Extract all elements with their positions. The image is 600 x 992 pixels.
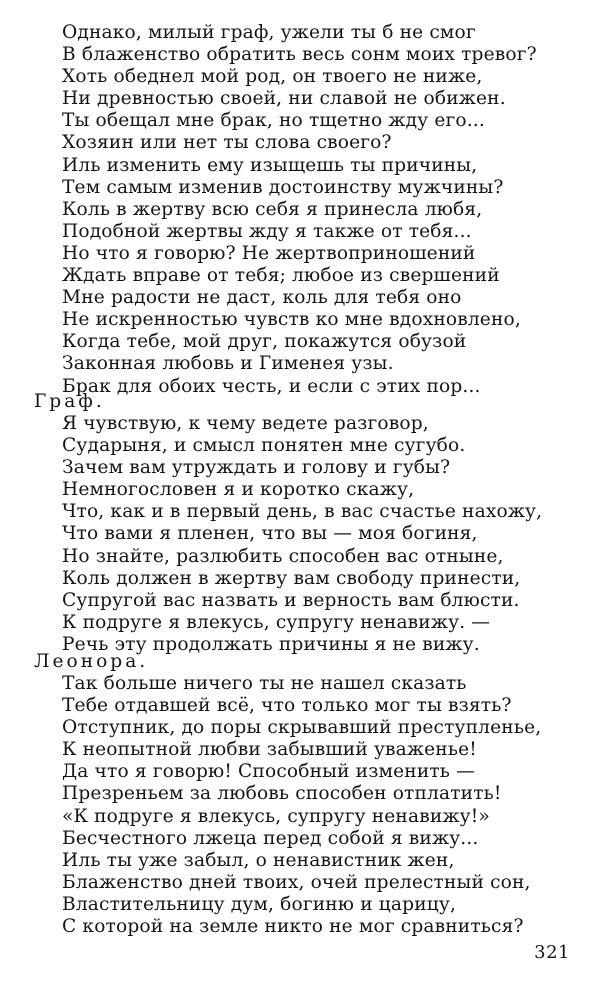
- verse-line: Законная любовь и Гименея узы.: [62, 353, 394, 375]
- verse-line: Ни древностью своей, ни славой не обижен.: [62, 88, 506, 110]
- verse-line: Не искренностью чувств ко мне вдохновлено,: [62, 309, 521, 331]
- verse-line: Немногословен я и коротко скажу,: [62, 479, 415, 501]
- verse-line: Хозяин или нет ты слова своего?: [62, 132, 392, 154]
- verse-line: Отступник, до поры скрывавший преступленье,: [62, 717, 542, 739]
- verse-line: Хоть обеднел мой род, он твоего не ниже,: [62, 66, 483, 88]
- verse-line: Блаженство дней твоих, очей прелестный сон,: [62, 871, 531, 893]
- verse-line: «К подруге я влекусь, супругу ненавижу!»: [62, 805, 490, 827]
- verse-line: Ты обещал мне брак, но тщетно жду его...: [62, 110, 485, 132]
- verse-line: Властительницу дум, богиню и царицу,: [62, 893, 457, 915]
- verse-line: Сударыня, и смысл понятен мне сугубо.: [62, 435, 466, 457]
- verse-line: Супругой вас назвать и верность вам блюсти.: [62, 589, 520, 611]
- verse-line: Да что я говорю! Способный изменить —: [62, 761, 475, 783]
- verse-line: Мне радости не даст, коль для тебя оно: [62, 287, 462, 309]
- verse-line: Но знайте, разлюбить способен вас отныне,: [62, 545, 504, 567]
- verse-line: Презреньем за любовь способен отплатить!: [62, 783, 502, 805]
- verse-line: Однако, милый граф, ужели ты б не смог: [62, 22, 476, 43]
- stanza-count-reply: [62, 413, 582, 656]
- verse-line: К подруге я влекусь, супругу ненавижу. —: [62, 611, 491, 633]
- speaker-name-count: Граф.: [34, 391, 105, 412]
- speaker-name-leonora: Леонора.: [34, 651, 149, 672]
- verse-line: Бесчестного лжеца перед собой я вижу...: [62, 827, 479, 849]
- page-number: 321: [534, 942, 570, 963]
- verse-line: Но что я говорю? Не жертвоприношений: [62, 242, 476, 264]
- verse-line: К неопытной любви забывший уваженье!: [62, 739, 477, 761]
- verse-line: Что вами я пленен, что вы — моя богиня,: [62, 523, 478, 545]
- verse-line: Тем самым изменив достоинству мужчины?: [62, 176, 504, 198]
- verse-line: Иль ты уже забыл, о ненавистник жен,: [62, 849, 455, 871]
- verse-line: Я чувствую, к чему ведете разговор,: [62, 413, 429, 434]
- verse-line: Когда тебе, мой друг, покажутся обузой: [62, 331, 467, 353]
- verse-line: Зачем вам утруждать и голову и губы?: [62, 457, 451, 479]
- stanza-leonora-speech: [62, 22, 582, 398]
- verse-line: Иль изменить ему изыщешь ты причины,: [62, 154, 478, 176]
- verse-line: Ждать вправе от тебя; любое из свершений: [62, 265, 500, 287]
- verse-line: Тебе отдавшей всё, что только мог ты взять?: [62, 695, 512, 717]
- verse-line: Подобной жертвы жду я также от тебя...: [62, 220, 472, 242]
- verse-line: Что, как и в первый день, в вас счастье нахожу,: [62, 501, 543, 523]
- verse-line: В блаженство обратить весь сонм моих тревог?: [62, 44, 537, 66]
- verse-line: С которой на земле никто не мог сравниться?: [62, 916, 524, 938]
- verse-line: Коль в жертву всю себя я принесла любя,: [62, 198, 483, 220]
- verse-line: Речь эту продолжать причины я не вижу.: [62, 633, 480, 655]
- stanza-leonora-response: [62, 673, 582, 938]
- verse-line: Коль должен в жертву вам свободу принести,: [62, 567, 521, 589]
- verse-line: Так больше ничего ты не нашел сказать: [62, 673, 467, 694]
- verse-line: Брак для обоих честь, и если с этих пор...: [62, 375, 481, 397]
